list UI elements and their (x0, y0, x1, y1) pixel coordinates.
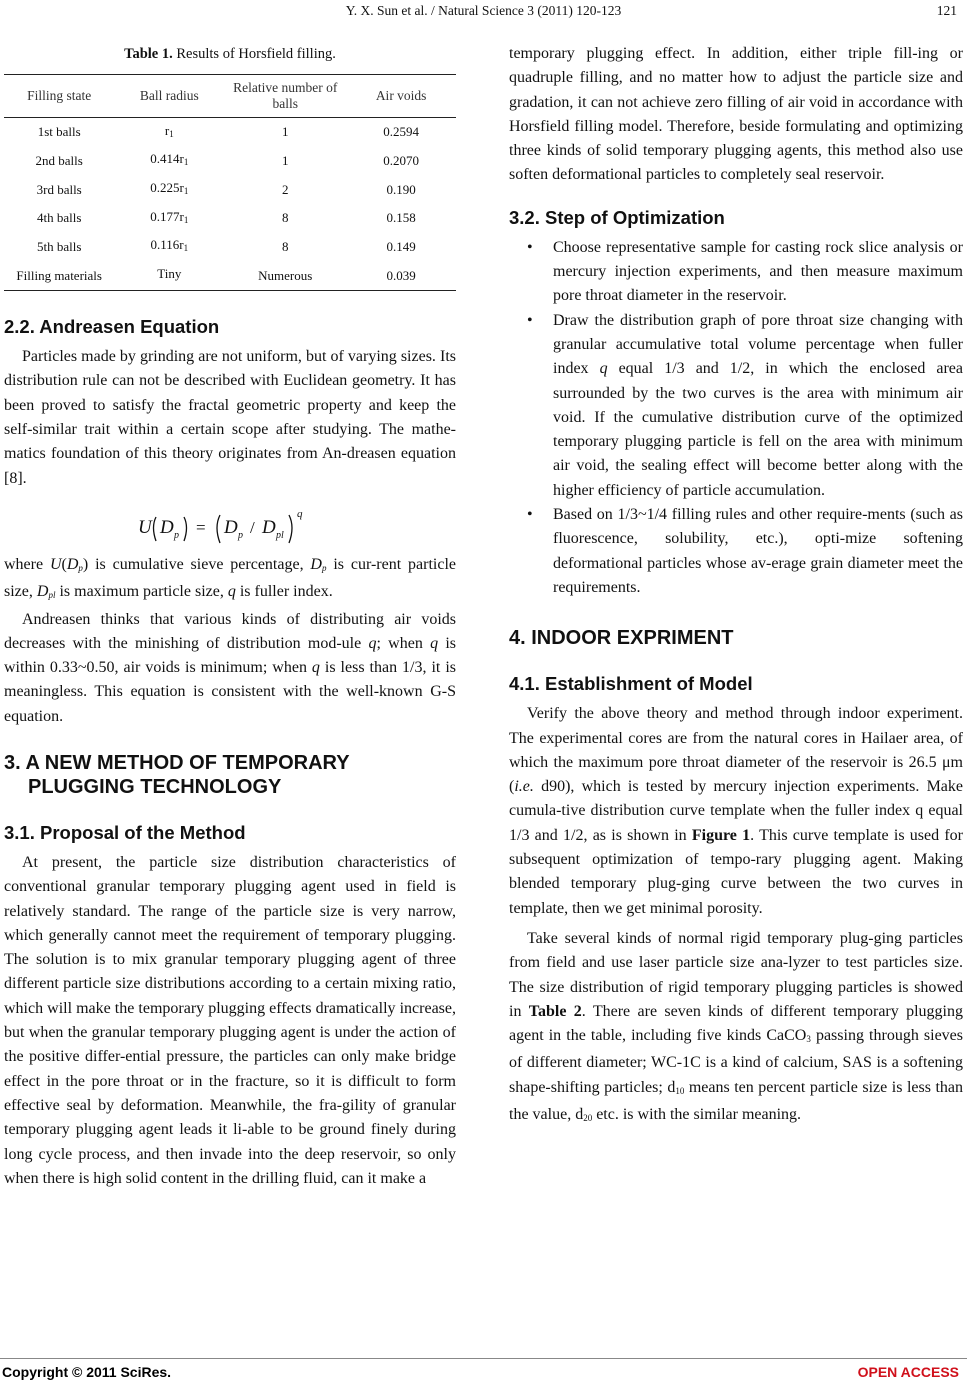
table-row: 4th balls $0.177r_1$ 8 0.158 (36, 208, 416, 226)
table-row: 5th balls $0.116r_1$ 8 0.149 (36, 237, 416, 254)
bullet-icon: • (527, 506, 533, 524)
paragraph: Verify the above theory and method through indoor experiment. The experimental cores are from the natural cores in Hailaer area, of which the maximum pore throat diameter of the reservoir is 26.5 μm (i.e. d90), which is tested by mercury injection experiments. Make cumula-tive distribution curve template when the fuller index q equal 1/3 and 1/2, as is shown in Figure 1. This curve template is used for subsequent optimization of tempo-rary plugging agent. Making blended temporary plug-ging curve between the two curves in template, then we get minimal porosity. (509, 705, 964, 917)
list-item: • Draw the distribution graph of pore throat size changing with granular accumulative total volume percentage when fuller index q equal 1/3 and 1/2, in which the enclosed area surrounded by the two curves is the area with minimum air void. If the cumulative distribution curve of the optimized temporary plugging particle is fell on the area with minimum air void, the sealing effect will become better along with the higher efficiency of particle accumulation. (509, 309, 963, 503)
col-header-air-voids: Air voids (346, 75, 456, 118)
svg-text:D: D (160, 516, 174, 538)
paragraph: Andreasen thinks that various kinds of distributing air voids decreases with the minishing of distribution mod-ule q; when q is within 0.33~0.50, air voids is minimum; when q is less than 1/3, it is meaningless. This equation is consistent with the well-known G-S equation. (4, 610, 456, 725)
table-row: 2nd balls $0.414r_1$ 1 0.2070 (35, 151, 419, 168)
svg-text:U: U (138, 516, 152, 538)
paragraph: Particles made by grinding are not uniform, but of varying sizes. Its distribution rule can not be described with Euclidean geometry. It has been proved to satisfy the fractal geometric property and keep the self-similar trait within a certain scope after studying. The mathe-matics foundation of this theory originates from An-dreasen equation [8]. (4, 348, 456, 487)
section-heading-3-2: 3.2. Step of Optimization (509, 206, 725, 228)
list-item: • Choose representative sample for casting rock slice analysis or mercury injection experiments, and then measure maximum pore throat diameter in the reservoir. (509, 236, 963, 309)
svg-text:D: D (262, 516, 276, 538)
svg-text:p: p (174, 529, 179, 541)
col-header-relative-number: Relative number of balls (224, 75, 346, 118)
open-access-badge: OPEN ACCESS (857, 1364, 959, 1380)
section-heading-3-1: 3.1. Proposal of the Method (4, 821, 246, 843)
svg-text:q: q (297, 507, 303, 520)
section-heading-3: 3. A NEW METHOD OF TEMPORARY PLUGGING TECHNOLOGY (4, 751, 350, 798)
page-number: 121 (936, 3, 957, 18)
paragraph: where $U(D_p)$ is cumulative sieve percentage, $D_p$ is cur-rent particle size, $D_{pl}$ is maximum particle size, q is fuller index. (4, 555, 457, 601)
footer-rule (0, 1358, 967, 1359)
section-heading-2-2: 2.2. Andreasen Equation (4, 316, 220, 338)
bullet-icon: • (527, 311, 533, 329)
optimization-steps-list (509, 236, 963, 600)
table-row: 3rd balls $0.225r_1$ 2 0.190 (36, 180, 416, 197)
table-row: 1st balls $r_1$ 1 0.2594 (37, 122, 419, 140)
paragraph: temporary plugging effect. In addition, either triple fill-ing or quadruple filling, and no matter how to adjust the particle size and gradation, it can not achieve zero filling of air void in accordance with Horsfield filling model. Therefore, beside formulating and optimizing three kinds of solid temporary plugging agents, this method also use soften deformational particles to completely seal reservoir. (509, 45, 963, 184)
svg-text:D: D (224, 516, 238, 538)
left-column (4, 40, 456, 1191)
horsfield-table (4, 74, 456, 291)
section-heading-4: 4. INDOOR EXPRIMENT (509, 627, 734, 650)
equation-graphic (134, 495, 334, 551)
svg-text:p: p (238, 529, 243, 541)
bullet-icon: • (527, 238, 533, 256)
copyright-notice: Copyright © 2011 SciRes. (2, 1364, 172, 1380)
page-footer (0, 1362, 967, 1384)
table-row: Filling materials Tiny Numerous 0.039 (4, 261, 456, 290)
col-header-filling-state: Filling state (4, 75, 114, 118)
andreasen-equation (4, 495, 456, 551)
table1-caption: Table 1. Results of Horsfield filling. (124, 46, 336, 62)
right-column (509, 42, 963, 1130)
paragraph: At present, the particle size distribution characteristics of conventional granular temporary plugging agent used in field is relatively standard. The range of the particle size is very narrow, which generally cannot meet the requirement of temporary plugging. The solution is to mix granular temporary plugging agent of three different particle size distributions according to a certain mixing ratio, which will make the temporary plugging effects dramatically increase, but when the granular temporary plugging agent is under the action of the positive differ-ential pressure, the particles can only make bridge effect in the pore throat or in the fracture, so it is difficult to form effective seal by deformation. Meanwhile, the fra-gility of granular temporary plugging agent leads it li-able to be ground finely during long cycle process, and then invade into the deep reservoir, so only when there is high solid content in the drilling fluid, can it make a (4, 853, 456, 1187)
running-header (0, 2, 967, 22)
list-item: • Based on 1/3~1/4 filling rules and other require-ments (such as fluorescence, solubility, etc.), opti-mize softening deformational particles whose av-erage grain diameter meet the requirements. (509, 503, 963, 600)
col-header-ball-radius: Ball radius (114, 75, 224, 118)
running-title: Y. X. Sun et al. / Natural Science 3 (2011) 120-123 (345, 3, 622, 18)
paragraph: Take several kinds of normal rigid temporary plug-ging particles from field and use laser particle size ana-lyzer to test particles size. The size distribution of rigid temporary plugging particles is showed in Table 2. There are seven kinds of different temporary plugging agent in the table, including five kinds CaCO$_3$ passing through sieves of different diameter; WC-1C is a kind of calcium, SAS is a softening shape-shifting particles; $d_{10}$ means ten percent particle size is less than the value, $d_{20}$ etc. is with the similar meaning. (509, 929, 964, 1123)
svg-text:pl: pl (276, 529, 284, 541)
svg-text:/: / (250, 517, 255, 537)
svg-text:=: = (196, 517, 206, 537)
section-heading-4-1: 4.1. Establishment of Model (509, 673, 753, 695)
